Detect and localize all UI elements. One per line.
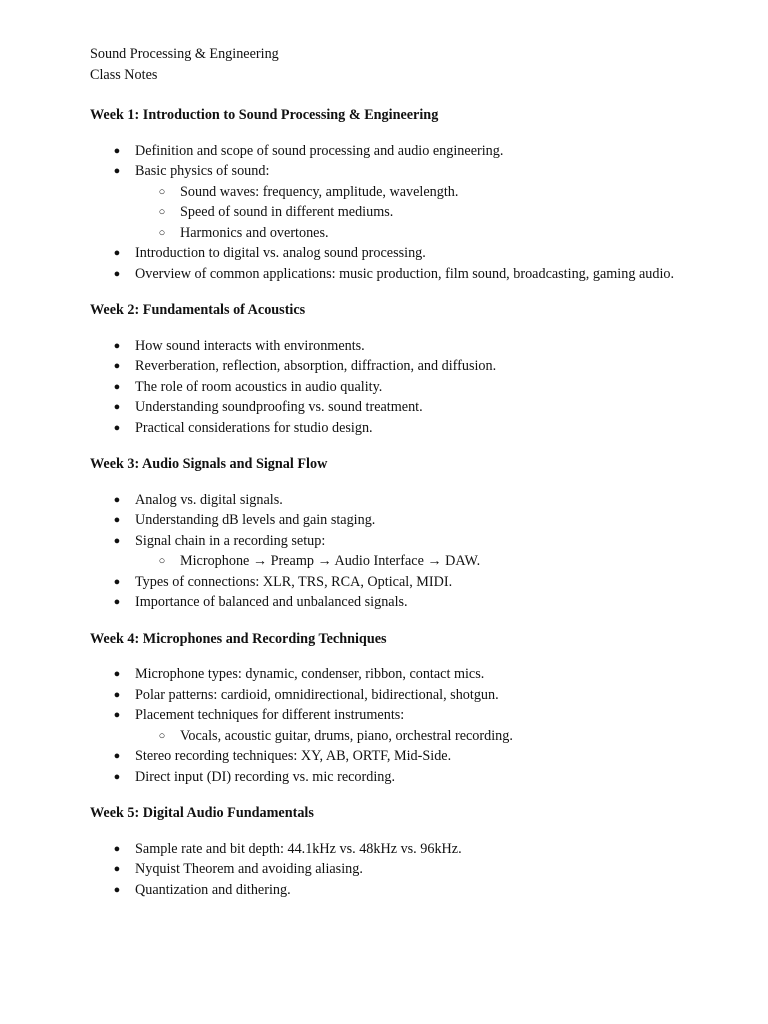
list-item: ● Introduction to digital vs. analog sound processing. [90, 243, 690, 264]
week-3-list [90, 490, 690, 613]
list-item: ● Direct input (DI) recording vs. mic recording. [90, 767, 690, 788]
week-1-sublist [135, 182, 690, 244]
list-item: ● Analog vs. digital signals. [90, 490, 690, 511]
sub-list-item: ○ Microphone → Preamp → Audio Interface → DAW. [135, 551, 690, 572]
course-title: Sound Processing & Engineering [90, 46, 279, 62]
sub-list-item: ○ Speed of sound in different mediums. [135, 202, 690, 223]
bullet-icon: ● [113, 380, 121, 393]
list-item: ● Types of connections: XLR, TRS, RCA, Optical, MIDI. [90, 572, 690, 593]
list-item: ● Nyquist Theorem and avoiding aliasing. [90, 859, 690, 880]
bullet-icon: ● [113, 401, 121, 413]
week-4-heading: Week 4: Microphones and Recording Techniques [90, 630, 387, 647]
list-item: ● Microphone types: dynamic, condenser, ribbon, contact mics. [90, 664, 690, 685]
list-item: ● Basic physics of sound: ○ Sound waves: frequency, amplitude, wavelength. ○ Speed of sound in different mediums. ○ Harmonics and overtones. [90, 161, 690, 243]
bullet-icon: ● [113, 421, 121, 434]
document-page [90, 44, 690, 900]
week-2-section [90, 300, 690, 438]
hollow-bullet-icon: ○ [158, 555, 166, 567]
bullet-icon: ● [113, 883, 121, 896]
list-item: ● Polar patterns: cardioid, omnidirectional, bidirectional, shotgun. [90, 685, 690, 706]
bullet-icon: ● [113, 144, 121, 157]
list-item: ● Reverberation, reflection, absorption, diffraction, and diffusion. [90, 356, 690, 377]
bullet-icon: ● [113, 842, 121, 855]
bullet-icon: ● [113, 247, 121, 259]
week-3-section [90, 454, 690, 613]
bullet-icon: ● [113, 575, 121, 588]
bullet-icon: ● [113, 688, 121, 701]
week-1-list [90, 141, 690, 285]
bullet-icon: ● [113, 360, 121, 372]
sub-list-item: ○ Sound waves: frequency, amplitude, wavelength. [135, 182, 690, 203]
sub-list-item: ○ Harmonics and overtones. [135, 223, 690, 244]
list-item: ● Practical considerations for studio design. [90, 418, 690, 439]
bullet-icon: ● [113, 339, 121, 352]
week-1-section [90, 105, 690, 284]
week-3-sublist [135, 551, 690, 572]
hollow-bullet-icon: ○ [158, 206, 166, 218]
week-3-heading: Week 3: Audio Signals and Signal Flow [90, 456, 328, 472]
hollow-bullet-icon: ○ [158, 729, 166, 742]
bullet-icon: ● [113, 493, 121, 506]
bullet-icon: ● [113, 770, 121, 783]
bullet-icon: ● [113, 514, 121, 526]
week-2-list [90, 336, 690, 439]
bullet-icon: ● [113, 534, 121, 547]
week-5-heading: Week 5: Digital Audio Fundamentals [90, 805, 314, 821]
week-4-section [90, 629, 690, 788]
list-item: ● Understanding dB levels and gain staging. [90, 510, 690, 531]
bullet-icon: ● [113, 709, 121, 721]
week-4-sublist [135, 726, 690, 747]
week-1-heading: Week 1: Introduction to Sound Processing & Engineering [90, 107, 439, 123]
week-4-list [90, 664, 690, 787]
hollow-bullet-icon: ○ [158, 185, 166, 198]
notes-subtitle: Class Notes [90, 66, 158, 83]
bullet-icon: ● [113, 267, 121, 280]
list-item: ● Quantization and dithering. [90, 880, 690, 901]
sub-list-item: ○ Vocals, acoustic guitar, drums, piano, orchestral recording. [135, 726, 690, 747]
list-item: ● Signal chain in a recording setup: ○ Microphone → Preamp → Audio Interface → DAW. [90, 531, 690, 572]
bullet-icon: ● [113, 668, 121, 680]
list-item: ● How sound interacts with environments. [90, 336, 690, 357]
bullet-icon: ● [113, 863, 121, 875]
bullet-icon: ● [113, 596, 121, 608]
list-item: ● Importance of balanced and unbalanced signals. [90, 592, 690, 613]
list-item: ● Stereo recording techniques: XY, AB, ORTF, Mid-Side. [90, 746, 690, 767]
week-2-heading: Week 2: Fundamentals of Acoustics [90, 302, 306, 318]
list-item: ● The role of room acoustics in audio quality. [90, 377, 690, 398]
bullet-icon: ● [113, 165, 121, 177]
list-item: ● Sample rate and bit depth: 44.1kHz vs. 48kHz vs. 96kHz. [90, 839, 690, 860]
list-item: ● Definition and scope of sound processing and audio engineering. [90, 141, 690, 162]
bullet-icon: ● [113, 750, 121, 762]
document-header [90, 44, 690, 85]
week-5-list [90, 839, 690, 901]
list-item: ● Overview of common applications: music production, film sound, broadcasting, gaming audio. [90, 264, 690, 285]
week-5-section [90, 803, 690, 900]
list-item: ● Understanding soundproofing vs. sound treatment. [90, 397, 690, 418]
hollow-bullet-icon: ○ [158, 226, 166, 239]
list-item: ● Placement techniques for different instruments: ○ Vocals, acoustic guitar, drums, piano, orchestral recording. [90, 705, 690, 746]
